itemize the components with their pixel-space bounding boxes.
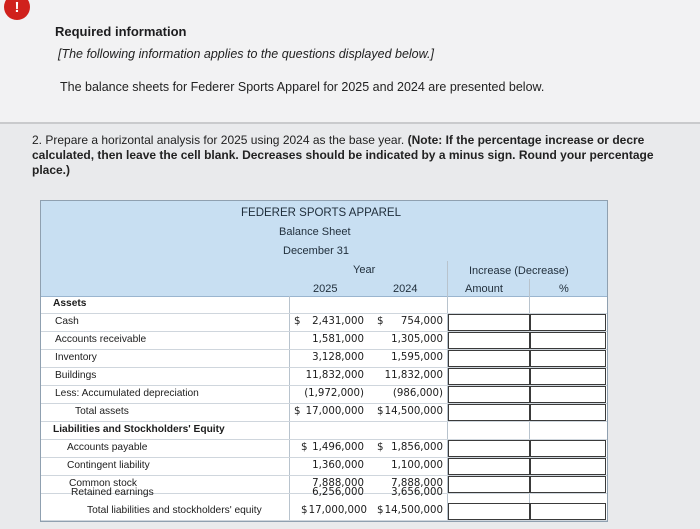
table-row — [41, 314, 607, 332]
table-row — [41, 458, 607, 476]
percent-input[interactable] — [530, 458, 606, 475]
table-row — [41, 368, 607, 386]
value-2025: 1,496,000 — [312, 442, 364, 453]
amount-input[interactable] — [448, 314, 530, 331]
amount-input[interactable] — [448, 350, 530, 367]
dollar-sign: $ — [377, 406, 384, 417]
percent-input[interactable] — [530, 332, 606, 349]
question-note-line2: calculated, then leave the cell blank. Decreases should be indicated by a minus sign. Round your percentage — [32, 148, 654, 162]
value-2024: 14,500,000 — [384, 406, 443, 417]
row-label: Inventory — [55, 352, 97, 363]
dollar-sign: $ — [294, 406, 301, 417]
statement-name: Balance Sheet — [279, 226, 351, 238]
amount-input[interactable] — [448, 368, 530, 385]
amount-header: Amount — [465, 283, 503, 295]
value-2025: 7,888,000 — [312, 478, 364, 489]
section-row-assets — [41, 296, 607, 314]
value-2025: 17,000,000 — [305, 406, 364, 417]
amount-input[interactable] — [448, 332, 530, 349]
table-row-total — [41, 404, 607, 422]
value-2025: 6,256,000 — [312, 487, 364, 498]
table-row — [41, 386, 607, 404]
percent-input[interactable] — [530, 503, 606, 520]
dollar-sign: $ — [301, 442, 308, 453]
percent-input[interactable] — [530, 314, 606, 331]
amount-input[interactable] — [448, 458, 530, 475]
question-instruction: 2. Prepare a horizontal analysis for 2025 using 2024 as the base year. — [32, 133, 405, 147]
percent-input[interactable] — [530, 404, 606, 421]
required-info-title: Required information — [55, 24, 187, 39]
required-info-panel — [0, 0, 700, 124]
value-2025: 11,832,000 — [305, 370, 364, 381]
amount-input[interactable] — [448, 503, 530, 520]
value-2024: 1,305,000 — [391, 334, 443, 345]
percent-input[interactable] — [530, 368, 606, 385]
value-2024: 754,000 — [400, 316, 443, 327]
year-label: Year — [353, 264, 376, 276]
percent-input[interactable] — [530, 386, 606, 403]
dollar-sign: $ — [377, 442, 384, 453]
amount-input[interactable] — [448, 404, 530, 421]
row-label: Less: Accumulated depreciation — [55, 388, 199, 399]
value-2025: 1,581,000 — [312, 334, 364, 345]
row-label: Accounts receivable — [55, 334, 147, 345]
value-2024: 14,500,000 — [384, 505, 443, 516]
dollar-sign: $ — [377, 505, 384, 516]
value-2024: 1,856,000 — [391, 442, 443, 453]
section-row-liabilities — [41, 422, 607, 440]
row-label: Retained earnings — [71, 487, 154, 498]
row-label: Total liabilities and stockholders' equity — [87, 505, 262, 516]
value-2024: (986,000) — [392, 388, 443, 399]
dollar-sign: $ — [377, 316, 384, 327]
question-note-bold: (Note: If the percentage increase or decre — [407, 133, 645, 147]
statement-date: December 31 — [283, 245, 350, 257]
table-row — [41, 486, 607, 501]
dollar-sign: $ — [294, 316, 301, 327]
table-row — [41, 332, 607, 350]
table-row-total — [41, 503, 607, 521]
col-2025-header: 2025 — [313, 283, 338, 295]
value-2025: 17,000,000 — [308, 505, 367, 516]
balance-sheet-table — [40, 200, 608, 522]
assets-header: Assets — [53, 298, 87, 309]
col-2024-header: 2024 — [393, 283, 418, 295]
exclamation-icon: ! — [4, 0, 30, 20]
row-label: Contingent liability — [67, 460, 150, 471]
percent-header: % — [559, 283, 569, 295]
percent-input[interactable] — [530, 350, 606, 367]
row-label: Common stock — [69, 478, 137, 489]
table-row — [41, 440, 607, 458]
value-2024: 1,100,000 — [391, 460, 443, 471]
value-2024: 7,888,000 — [391, 478, 443, 489]
liabilities-header: Liabilities and Stockholders' Equity — [53, 424, 225, 435]
row-label: Cash — [55, 316, 79, 327]
amount-input[interactable] — [448, 440, 530, 457]
value-2024: 3,656,000 — [391, 487, 443, 498]
question-note-line3: place.) — [32, 163, 71, 177]
row-label: Buildings — [55, 370, 97, 381]
inc-dec-header: Increase (Decrease) — [469, 265, 569, 277]
row-label: Accounts payable — [67, 442, 148, 453]
value-2024: 1,595,000 — [391, 352, 443, 363]
amount-input[interactable] — [448, 386, 530, 403]
value-2025: 3,128,000 — [312, 352, 364, 363]
value-2025: (1,972,000) — [304, 388, 364, 399]
info-note: [The following information applies to the questions displayed below.] — [58, 47, 434, 61]
value-2025: 1,360,000 — [312, 460, 364, 471]
value-2024: 11,832,000 — [384, 370, 443, 381]
question-text — [32, 133, 700, 178]
dollar-sign: $ — [301, 505, 308, 516]
table-row — [41, 350, 607, 368]
value-2025: 2,431,000 — [312, 316, 364, 327]
percent-input[interactable] — [530, 440, 606, 457]
company-name: FEDERER SPORTS APPAREL — [241, 207, 401, 219]
row-label: Total assets — [75, 406, 129, 417]
info-description: The balance sheets for Federer Sports Apparel for 2025 and 2024 are presented below. — [60, 80, 545, 94]
